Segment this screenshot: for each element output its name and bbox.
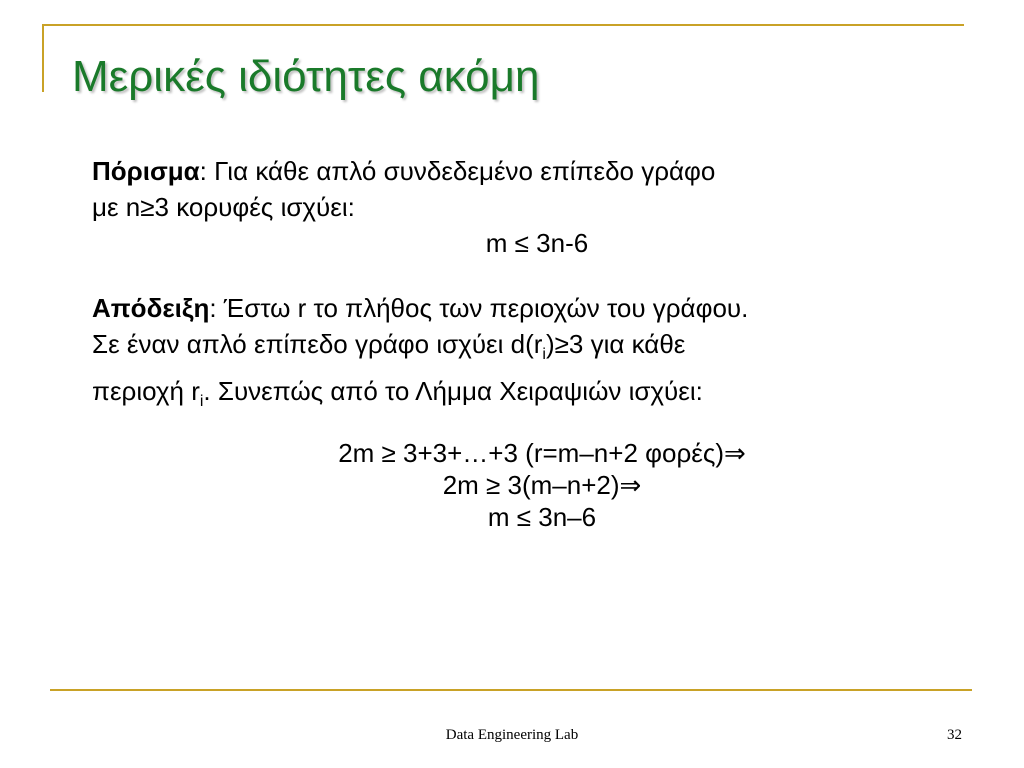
equation-2: 2m ≥ 3(m–n+2)⇒ [442,470,642,500]
bottom-rule [50,689,972,691]
proof-text-3a: περιοχή r [92,376,200,407]
footer-text: Data Engineering Lab [445,727,579,743]
proof-sub-3: i [199,393,204,411]
slide-title: Μερικές ιδιότητες ακόμη [72,52,540,101]
page-number: 32 [947,727,962,743]
left-rule [42,24,44,92]
proof-block [92,290,982,420]
proof-line-3 [92,373,982,420]
corollary-label: Πόρισμα [92,156,200,186]
proof-text-2b: )≥3 για κάθε [545,329,686,359]
equation-3: m ≤ 3n–6 [487,502,597,532]
top-rule [42,24,964,26]
equations-block [92,437,992,533]
corollary-line-2: με n≥3 κορυφές ισχύει: [92,192,355,222]
proof-text-3b: . Συνεπώς από το Λήμμα Χειραψιών ισχύει: [203,376,703,407]
proof-text-2a: Σε έναν απλό επίπεδο γράφο ισχύει d(r [92,329,543,359]
corollary-text-1: : Για κάθε απλό συνδεδεμένο επίπεδο γράφο [199,156,716,186]
corollary-block [92,153,982,261]
proof-line-2 [92,326,982,373]
corollary-line-1 [92,153,982,189]
equation-1: 2m ≥ 3+3+…+3 (r=m–n+2 φορές)⇒ [338,438,746,468]
proof-line-1 [92,290,982,326]
proof-label: Απόδειξη [92,293,210,323]
proof-text-1: : Έστω r το πλήθος των περιοχών του γράφου. [209,293,749,323]
corollary-formula: m ≤ 3n-6 [485,228,589,258]
proof-sub-2: i [542,346,546,364]
